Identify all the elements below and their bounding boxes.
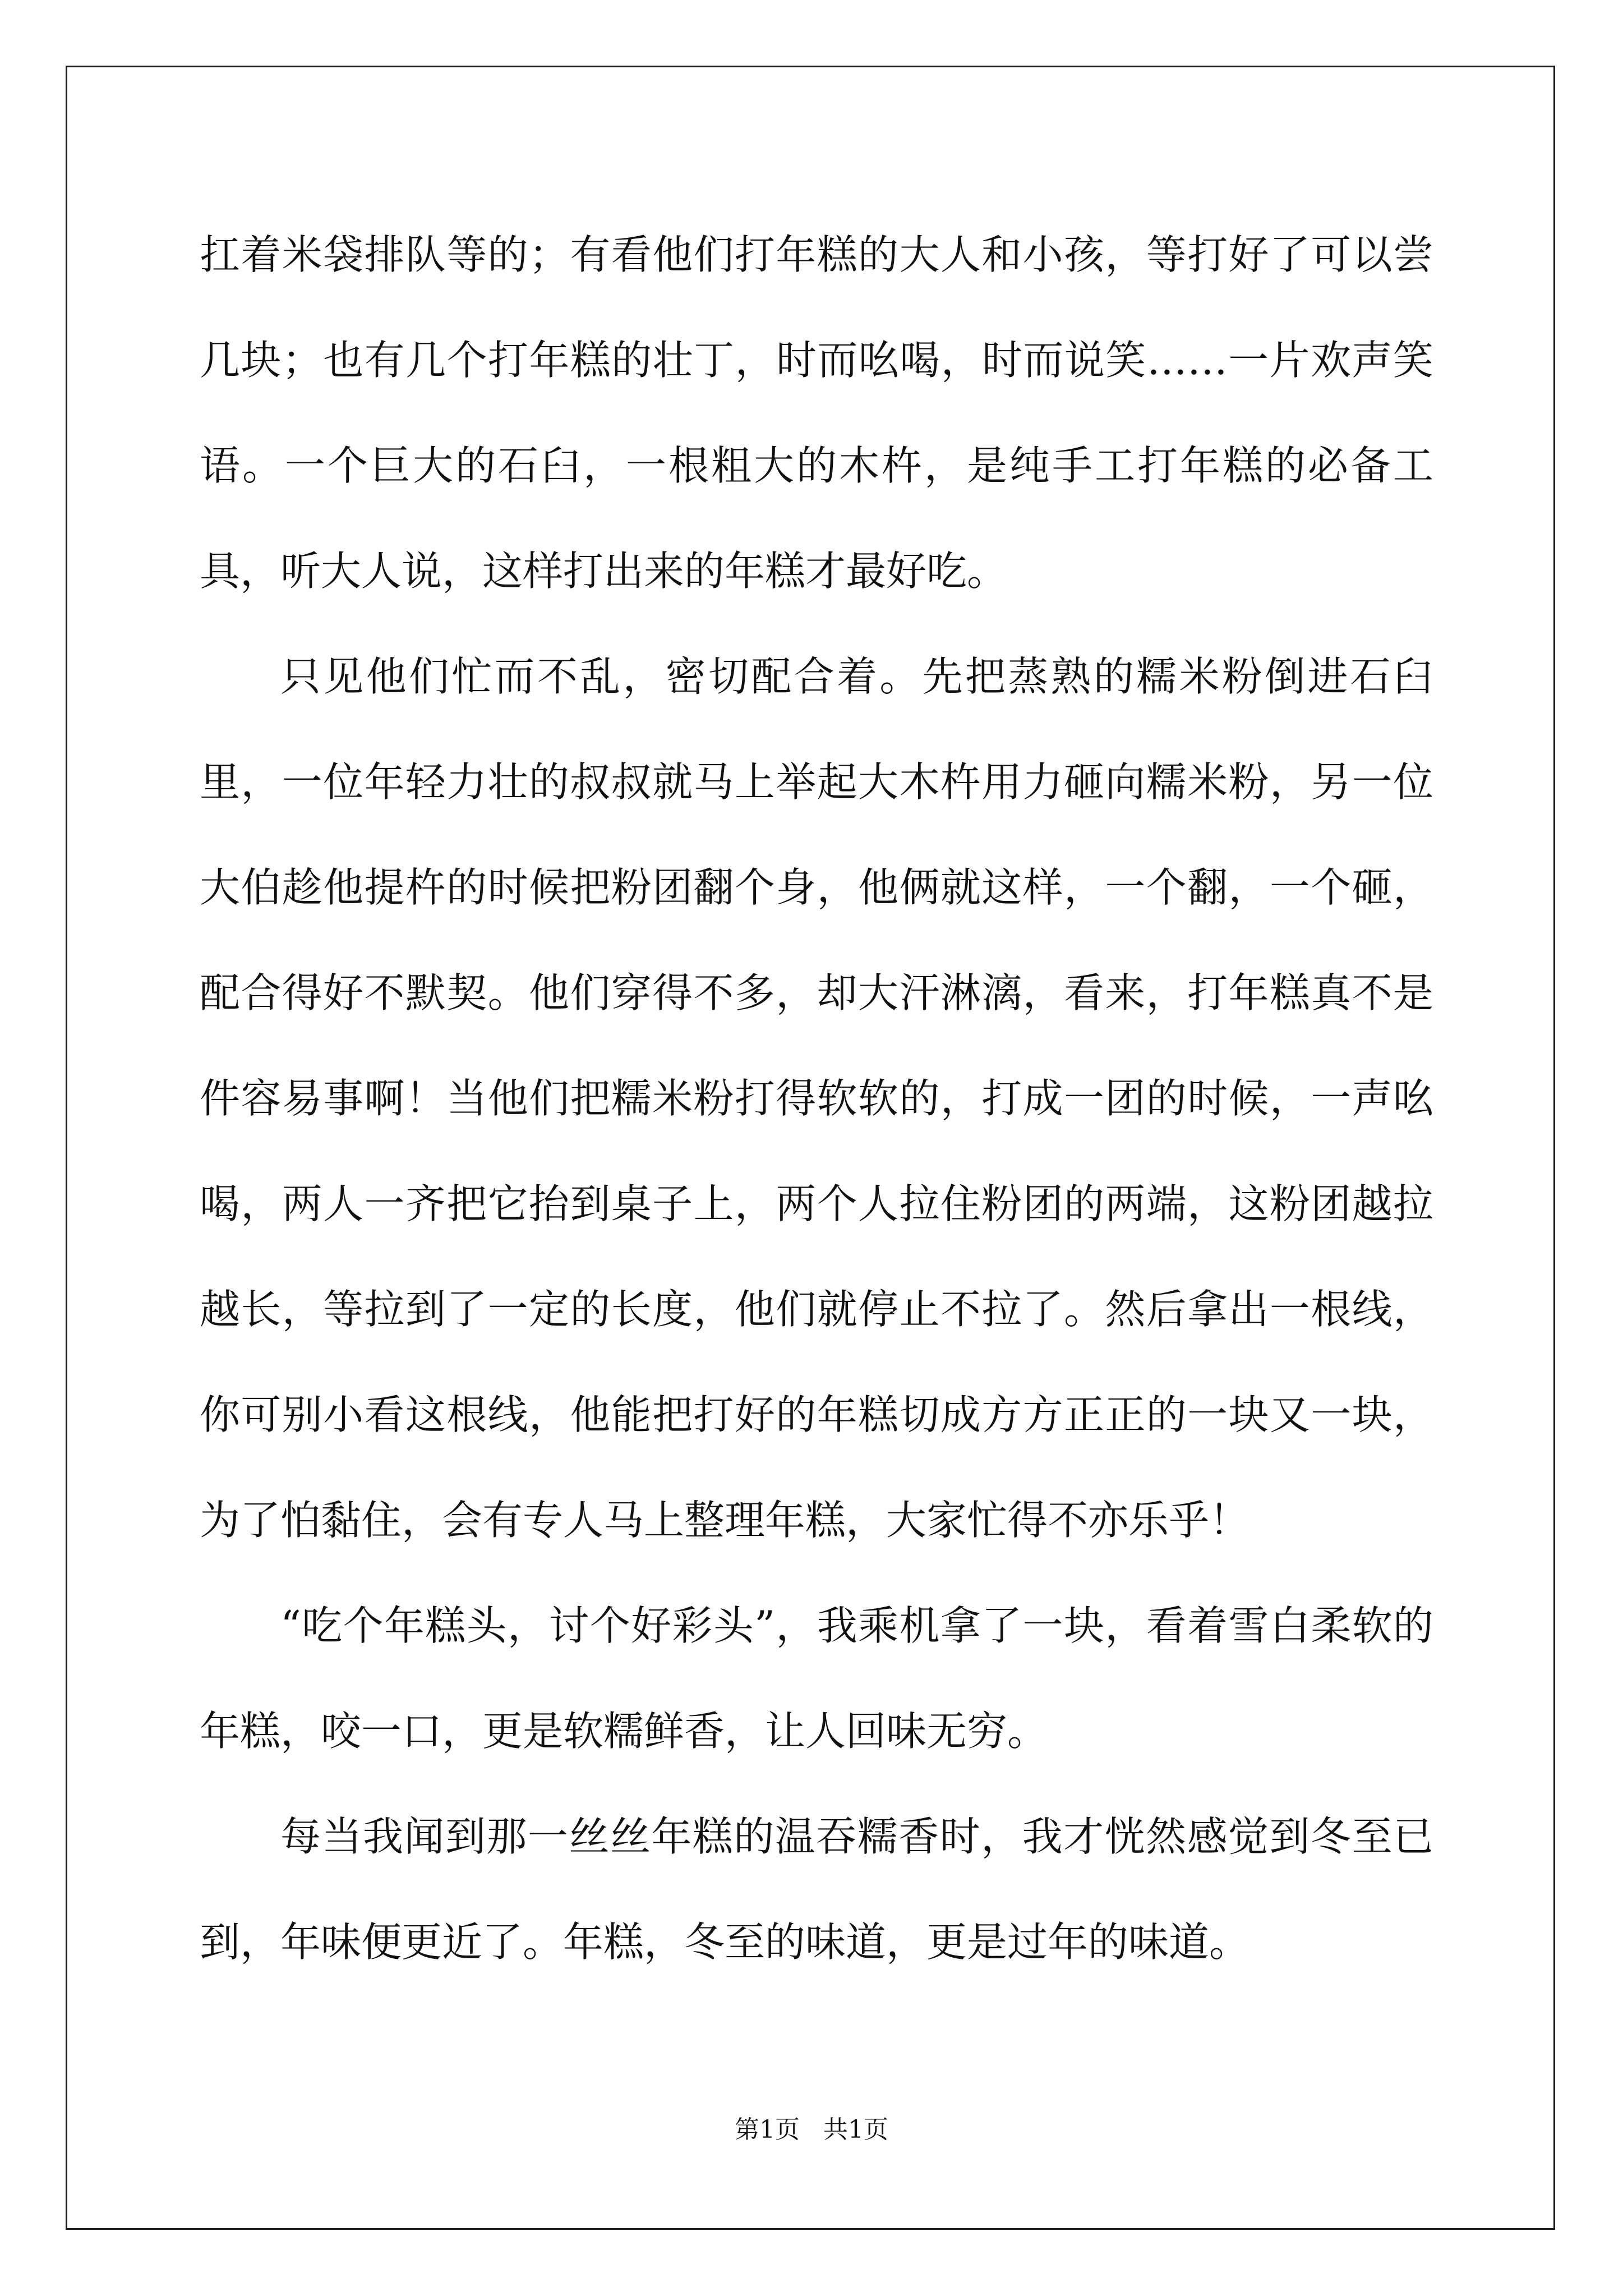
paragraph-3: “吃个年糕头，讨个好彩头”，我乘机拿了一块，看着雪白柔软的年糕，咬一口，更是软糯鲜香，让人回味无穷。	[200, 1602, 1433, 1755]
document-body	[200, 202, 1433, 1995]
paragraph-2: 只见他们忙而不乱，密切配合着。先把蒸熟的糯米粉倒进石臼里，一位年轻力壮的叔叔就马上举起大木杵用力砸向糯米粉，另一位大伯趁他提杵的时候把粉团翻个身，他俩就这样，一个翻，一个砸，配合得好不默契。他们穿得不多，却大汗淋漓，看来，打年糕真不是件容易事啊！当他们把糯米粉打得软软的，打成一团的时候，一声吆喝，两人一齐把它抬到桌子上，两个人拉住粉团的两端，这粉团越拉越长，等拉到了一定的长度，他们就停止不拉了。然后拿出一根线，你可别小看这根线，他能把打好的年糕切成方方正正的一块又一块，为了怕黏住，会有专人马上整理年糕，大家忙得不亦乐乎！	[200, 653, 1433, 1544]
page-number-footer: 第1页 共1页	[735, 2115, 888, 2144]
paragraph-4: 每当我闻到那一丝丝年糕的温吞糯香时，我才恍然感觉到冬至已到，年味便更近了。年糕，冬至的味道，更是过年的味道。	[200, 1813, 1433, 1966]
paragraph-1: 扛着米袋排队等的；有看他们打年糕的大人和小孩，等打好了可以尝几块；也有几个打年糕的壮丁，时而吆喝，时而说笑……一片欢声笑语。一个巨大的石臼，一根粗大的木杵，是纯手工打年糕的必备工具，听大人说，这样打出来的年糕才最好吃。	[200, 231, 1433, 595]
